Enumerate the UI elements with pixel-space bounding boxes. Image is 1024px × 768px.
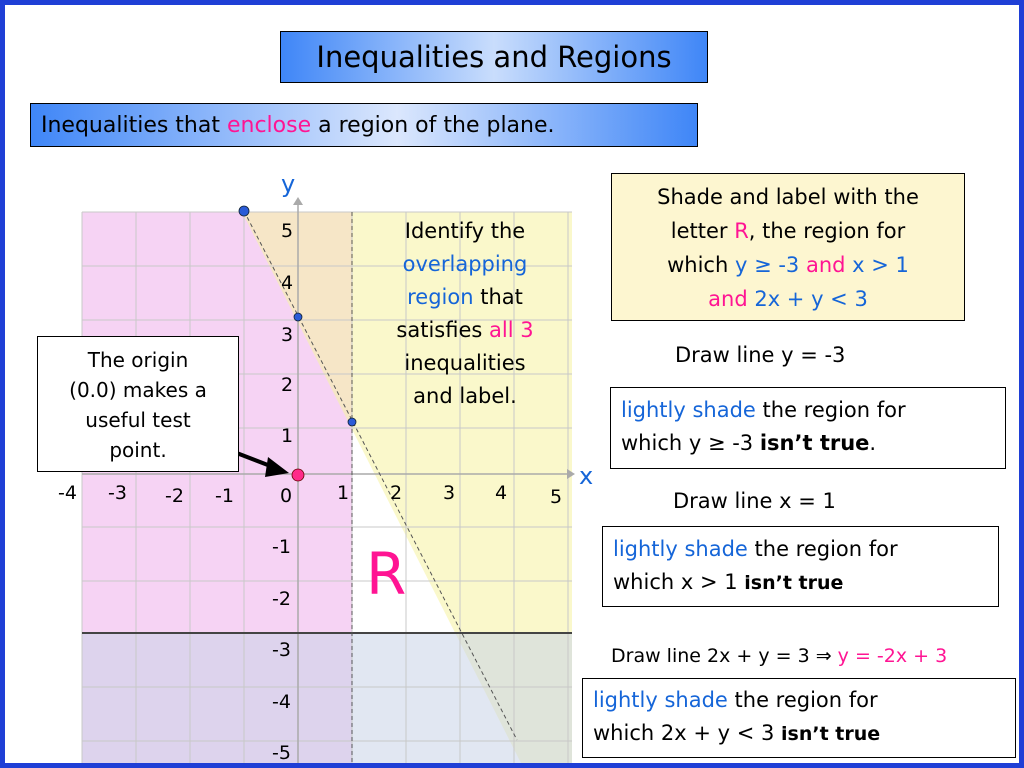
step3-line xyxy=(593,684,1005,717)
point-0-3 xyxy=(294,313,302,321)
slide-subtitle xyxy=(30,103,698,147)
x-axis-label: x xyxy=(579,462,594,490)
x-tick: -2 xyxy=(165,485,184,507)
x-tick: 1 xyxy=(337,482,350,504)
step3-text: the region for xyxy=(727,688,878,712)
identify-line xyxy=(370,281,560,314)
step3-draw-text: Draw line 2x + y = 3 ⇒ xyxy=(611,645,838,667)
y-tick: -1 xyxy=(272,536,291,558)
task-ineq-x: x > 1 xyxy=(852,253,909,277)
task-and: and xyxy=(708,287,755,311)
slide-title: Inequalities and Regions xyxy=(280,31,708,83)
step2-box xyxy=(602,526,999,607)
y-tick: 2 xyxy=(281,374,294,396)
task-line: Shade and label with the xyxy=(657,185,919,209)
x-tick: -3 xyxy=(108,482,127,504)
origin-note-line: The origin xyxy=(87,348,189,372)
x-tick: -4 xyxy=(58,482,77,504)
step3-draw xyxy=(611,645,947,667)
y-axis-label: y xyxy=(281,170,296,198)
identify-line: inequalities xyxy=(404,351,526,375)
origin-note xyxy=(37,336,239,472)
y-tick: -4 xyxy=(272,691,291,713)
origin-note-line: point. xyxy=(109,438,167,462)
task-r: R xyxy=(734,219,749,243)
step2-draw: Draw line x = 1 xyxy=(673,489,836,513)
identify-line: and label. xyxy=(413,384,517,408)
step2-lightly: lightly shade xyxy=(613,537,748,561)
task-and: and xyxy=(799,253,853,277)
step1-box xyxy=(610,387,1006,469)
identify-all3: all 3 xyxy=(489,318,534,342)
task-text: which xyxy=(667,253,735,277)
subtitle-highlight: enclose xyxy=(226,113,312,138)
task-line xyxy=(612,282,964,316)
y-tick: 5 xyxy=(281,220,294,242)
task-text: letter xyxy=(670,219,735,243)
identify-instruction xyxy=(370,215,560,413)
y-tick: 4 xyxy=(281,272,294,294)
identify-that-word: that xyxy=(473,285,523,309)
step1-draw: Draw line y = -3 xyxy=(675,343,846,367)
task-ineq-line: 2x + y < 3 xyxy=(754,287,868,311)
x-tick: 5 xyxy=(550,486,563,508)
step3-box xyxy=(582,678,1016,758)
step2-line xyxy=(613,533,988,566)
identify-satisfies: satisfies xyxy=(396,318,489,342)
origin-point xyxy=(292,469,304,481)
identify-line xyxy=(370,314,560,347)
step3-text: which 2x + y < 3 xyxy=(593,721,781,745)
origin-note-line: (0.0) makes a xyxy=(69,378,207,402)
point-1-1 xyxy=(348,418,356,426)
x-tick: 4 xyxy=(495,482,508,504)
shade-y-lt-minus3 xyxy=(82,633,572,763)
x-tick: -1 xyxy=(215,485,234,507)
step1-line xyxy=(621,394,995,427)
step2-line xyxy=(613,566,988,600)
x-tick: 0 xyxy=(280,485,293,507)
step1-lightly: lightly shade xyxy=(621,398,756,422)
step1-text: the region for xyxy=(755,398,906,422)
task-ineq-y: y ≥ -3 xyxy=(734,253,800,277)
step2-isnt: isn’t true xyxy=(744,572,844,594)
region-label-r: R xyxy=(366,540,407,608)
step1-text: which y ≥ -3 xyxy=(621,431,760,455)
y-tick: -2 xyxy=(272,588,291,610)
y-tick: 3 xyxy=(281,324,294,346)
step1-line xyxy=(621,427,995,460)
point-minus1-5 xyxy=(239,206,249,216)
y-tick: -5 xyxy=(272,742,291,763)
step1-isnt: isn’t true xyxy=(759,431,870,455)
step3-lightly: lightly shade xyxy=(593,688,728,712)
task-box xyxy=(611,173,965,321)
x-tick: 3 xyxy=(443,482,456,504)
task-line xyxy=(612,214,964,248)
y-axis-arrow xyxy=(293,197,303,205)
step3-isnt: isn’t true xyxy=(781,723,881,745)
step2-text: the region for xyxy=(747,537,898,561)
y-tick: -3 xyxy=(272,639,291,661)
x-tick: 2 xyxy=(390,482,403,504)
identify-line: Identify the xyxy=(404,219,526,243)
identify-region-word: region xyxy=(407,285,474,309)
task-text: , the region for xyxy=(748,219,906,243)
step2-text: which x > 1 xyxy=(613,570,745,594)
task-line xyxy=(612,248,964,282)
subtitle-after: a region of the plane. xyxy=(311,113,555,138)
step3-draw-eq: y = -2x + 3 xyxy=(837,645,948,667)
step3-line xyxy=(593,717,1005,751)
subtitle-before: Inequalities that xyxy=(41,113,227,138)
y-tick: 1 xyxy=(281,425,294,447)
step1-period: . xyxy=(869,431,877,455)
identify-line: overlapping xyxy=(402,252,528,276)
origin-note-line: useful test xyxy=(85,408,191,432)
